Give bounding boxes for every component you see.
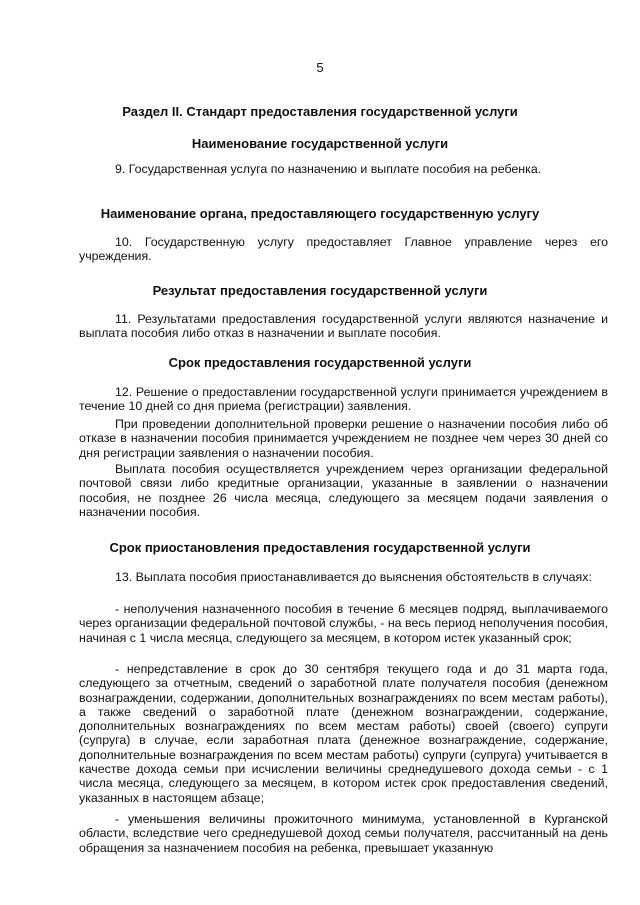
paragraph-11: 11. Результатами предоставления государственной услуги являются назначение и выплата пособия либо отказ в назначении и выплате пособия.	[79, 312, 608, 341]
heading-suspension-term: Срок приостановления предоставления государственной услуги	[109, 540, 531, 555]
paragraph-12-check: При проведении дополнительной проверки решение о назначении пособия либо об отказе в назначении пособия принимается учреждением не позднее чем через 30 дней со дня регистрации заявления о назначении пособия.	[79, 417, 608, 460]
list-item-minimum-reduction: - уменьшения величины прожиточного минимума, установленной в Курганской области, вследствие чего среднедушевой доход семьи получателя, рассчитанный на день обращения за назначением пособия на ребенка, превышает указанную	[79, 812, 608, 855]
paragraph-12-payment: Выплата пособия осуществляется учреждением через организации федеральной почтовой связи либо кредитные организации, указанные в заявлении о назначении пособия, не позднее 26 числа месяца, следующего за месяцем подачи заявления о назначении пособия.	[79, 462, 608, 519]
heading-provider-body: Наименование органа, предоставляющего государственную услугу	[100, 206, 540, 221]
heading-service-name: Наименование государственной услуги	[191, 136, 449, 151]
page-number: 5	[316, 60, 324, 75]
paragraph-13: 13. Выплата пособия приостанавливается до выяснения обстоятельств в случаях:	[115, 570, 592, 584]
paragraph-9: 9. Государственная услуга по назначению и выплате пособия на ребенка.	[115, 162, 542, 176]
list-item-non-receipt: - неполучения назначенного пособия в течение 6 месяцев подряд, выплачиваемого через организации федеральной почтовой службы, - на весь период неполучения пособия, начиная с 1 числа месяца, следующего за месяцем, в котором истек указанный срок;	[79, 602, 608, 645]
list-item-non-submission: - непредставление в срок до 30 сентября текущего года и до 31 марта года, следующего за отчетным, сведений о заработной плате получателя пособия (денежном вознаграждении, содержании, дополнительных вознаграждениях по всем местам работы), а также сведений о заработной плате (денежном вознаграждении, содержание, дополнительных вознаграждениях по всем местам работы) своей (своего) супруги (супруга) в случае, если заработная плата (денежное вознаграждение, содержание, дополнительные вознаграждения по всем местам работы) супруги (супруга) учитывается в качестве дохода семьи при исчислении величины среднедушевого дохода семьи - с 1 числа месяца, следующего за месяцем, в котором истек срок предоставления сведений, указанных в настоящем абзаце;	[79, 662, 608, 805]
section-title: Раздел II. Стандарт предоставления государственной услуги	[122, 104, 518, 119]
heading-service-result: Результат предоставления государственной услуги	[152, 283, 488, 298]
paragraph-12: 12. Решение о предоставлении государственной услуги принимается учреждением в течение 10 дней со дня приема (регистрации) заявления.	[79, 385, 608, 414]
heading-service-term: Срок предоставления государственной услуги	[168, 355, 472, 370]
paragraph-10: 10. Государственную услугу предоставляет Главное управление через его учреждения.	[79, 235, 608, 264]
